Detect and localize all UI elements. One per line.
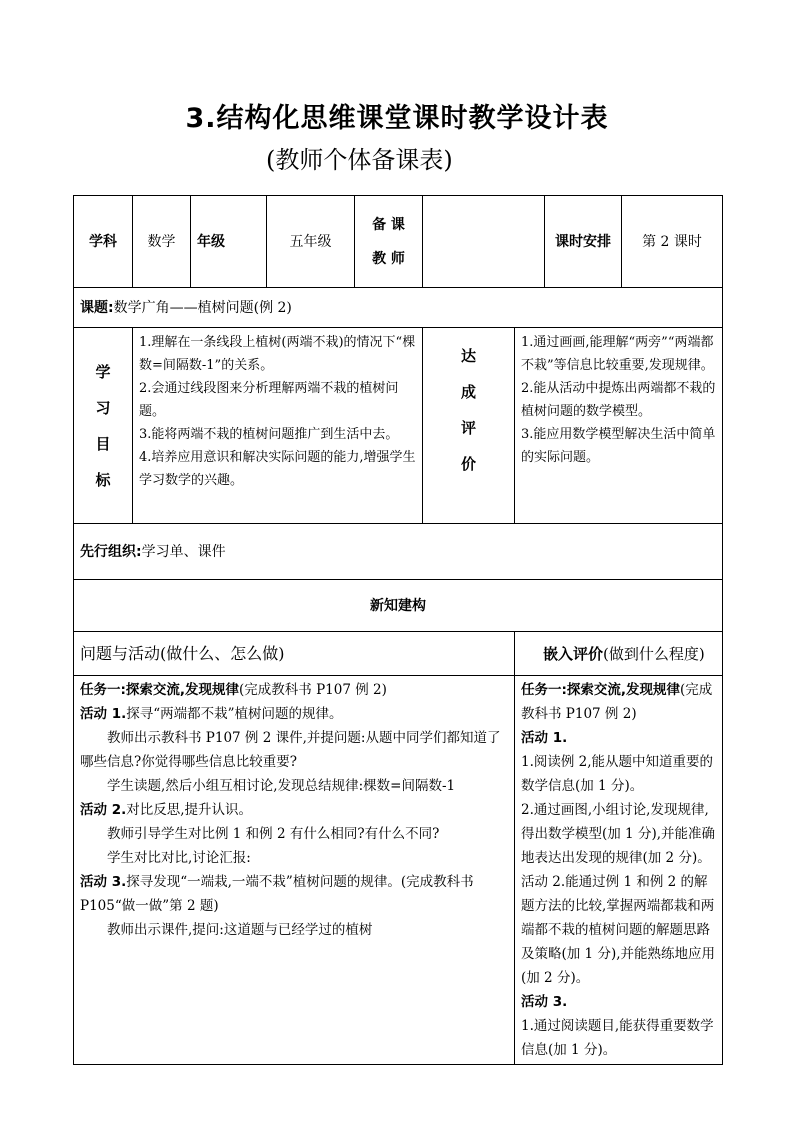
schedule-label: 课时安排	[545, 196, 622, 288]
info-row	[74, 196, 723, 288]
goals-row	[74, 328, 723, 524]
grade-value: 五年级	[267, 196, 355, 288]
evaluation-label: 达 成 评 价	[423, 328, 515, 524]
subject-label: 学科	[74, 196, 133, 288]
prior-cell	[74, 524, 723, 580]
goal-item: 2.会通过线段图来分析理解两端不栽的植树问题。	[139, 381, 399, 419]
left-content: 任务一:探索交流,发现规律(完成教科书 P107 例 2) 活动 1.探寻“两端都不栽”植树问题的规律。 教师出示教科书 P107 例 2 课件,并提问题:从题中同学们都知道了哪些信息?你觉得哪些信息比较重要? 学生读题,然后小组互相讨论,发现总结规律:棵数=间隔数-1 活动 2.对比反思,提升认识。 教师引导学生对比例 1 和例 2 有什么相同?有什么不同? 学生对比对比,讨论汇报: 活动 3.探寻发现“一端栽,一端不栽”植树问题的规律。(完成教科书 P105“做一做”第 2 题) 教师出示课件,提问:这道题与已经学过的植树	[74, 676, 515, 1065]
document-subtitle: (教师个体备课表)	[266, 146, 453, 174]
prior-value: 学习单、课件	[141, 543, 226, 560]
left-task-title: 任务一:探索交流,发现规律	[80, 682, 240, 698]
column-header-row	[74, 632, 723, 676]
section-row	[74, 580, 723, 632]
subject-value: 数学	[133, 196, 191, 288]
teacher-label	[355, 196, 423, 288]
content-row	[74, 676, 723, 1065]
goal-item: 4.培养应用意识和解决实际问题的能力,增强学生学习数学的兴趣。	[139, 450, 416, 488]
document-title: 3.结构化思维课堂课时教学设计表	[185, 103, 609, 134]
goal-item: 1.理解在一条线段上植树(两端不栽)的情况下“棵数=间隔数-1”的关系。	[139, 335, 416, 373]
goals-list	[133, 328, 423, 524]
teacher-label-line-1: 备 课	[372, 216, 405, 233]
right-content: 任务一:探索交流,发现规律(完成教科书 P107 例 2) 活动 1. 1.阅读例 2,能从题中知道重要的数学信息(加 1 分)。 2.通过画图,小组讨论,发现规律,得出数学模型(加 1 分),并能准确地表达出发现的规律(加 2 分)。 活动 2.能通过例 1 和例 2 的解题方法的比较,掌握两端都栽和两端都不栽的植树问题的解题思路及策略(加 1 分),并能熟练地应用(加 2 分)。 活动 3. 1.通过阅读题目,能获得重要数学信息(加 1 分)。	[515, 676, 723, 1065]
left-column-header: 问题与活动(做什么、怎么做)	[74, 632, 515, 676]
evaluation-item: 2.能从活动中提炼出两端都不栽的植树问题的数学模型。	[521, 381, 716, 419]
evaluation-item: 1.通过画画,能理解“两旁”“两端都不栽”等信息比较重要,发现规律。	[521, 335, 714, 373]
grade-label: 年级	[191, 196, 267, 288]
topic-value: 数学广角——植树问题(例 2)	[113, 299, 292, 316]
right-task-title: 任务一:探索交流,发现规律	[521, 682, 681, 698]
topic-label: 课题:	[80, 299, 114, 316]
teacher-value	[423, 196, 545, 288]
goals-label: 学 习 目 标	[74, 328, 133, 524]
teacher-label-line-2: 教 师	[372, 250, 405, 267]
right-column-header: 嵌入评价(做到什么程度)	[515, 632, 723, 676]
evaluation-list	[515, 328, 723, 524]
section-title: 新知建构	[74, 580, 723, 632]
evaluation-item: 3.能应用数学模型解决生活中简单的实际问题。	[521, 427, 716, 465]
topic-cell	[74, 288, 723, 328]
schedule-value: 第 2 课时	[622, 196, 723, 288]
topic-row	[74, 288, 723, 328]
goal-item: 3.能将两端不栽的植树问题推广到生活中去。	[139, 427, 399, 442]
prior-row	[74, 524, 723, 580]
lesson-plan-table	[73, 195, 723, 1065]
prior-label: 先行组织:	[80, 543, 142, 560]
